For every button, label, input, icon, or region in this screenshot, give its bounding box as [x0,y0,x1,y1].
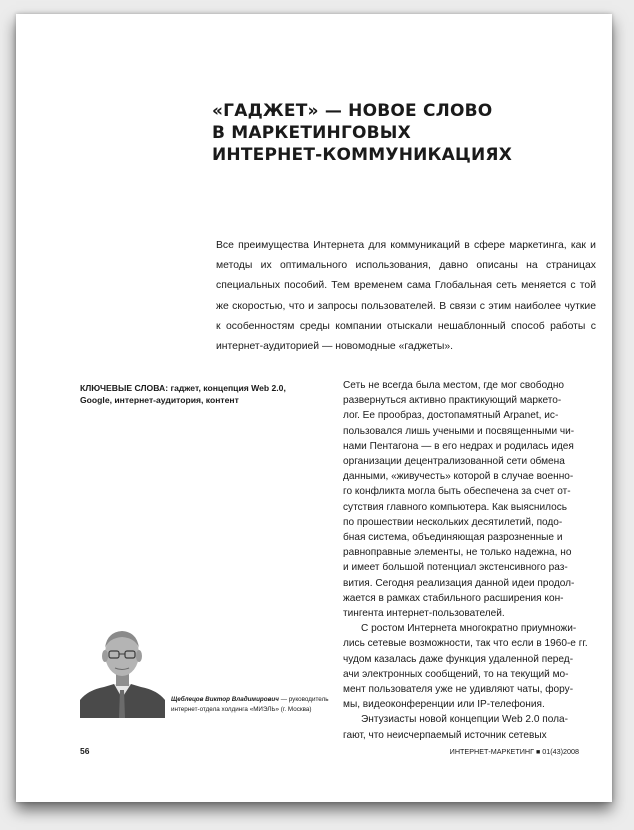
body-line: данными, «живучесть» которой в случае военно- [343,471,574,483]
journal-footer [450,747,579,756]
article-body [343,378,599,743]
body-line: чудом казалась даже функция удаленной перед- [343,653,574,665]
body-line: равноправные элементы, не только надежна, но [343,547,572,559]
title-line: В МАРКЕТИНГОВЫХ [212,123,411,143]
body-line: и имеет большой потенциал экстенсивного раз- [343,562,568,574]
body-line: организации децентрализованной сети обмена [343,456,565,468]
keywords [80,382,312,406]
author-role: — руководитель интернет-отдела холдинга «МИЭЛЬ» (г. Москва) [171,696,329,713]
page-number: 56 [80,746,90,756]
body-line: пользовался лишь учеными и посвященными чи- [343,425,575,437]
keywords-text: гаджет, концепция Web 2.0, Google, интернет-аудитория, контент [80,383,286,405]
body-line: лог. Ее прообраз, достопамятный Arpanet, ис- [343,410,559,422]
body-line: Энтузиасты новой концепции Web 2.0 пола- [361,714,568,726]
body-line: жается в рамках стабильного расширения кон- [343,592,564,604]
title-line: «ГАДЖЕТ» — НОВОЕ СЛОВО [212,101,493,121]
body-line: по прошествии нескольких десятилетий, подо- [343,516,563,528]
body-line: го конфликта могла быть обеспечена за счет от- [343,486,571,498]
body-line: мент пользователя уже не удивляют чаты, фору- [343,684,574,696]
body-line: сутствия главного компьютера. Как выяснилось [343,501,568,513]
body-line: гают, что неисчерпаемый источник сетевых [343,729,547,741]
author-caption [171,695,331,715]
body-line: развернуться активно практикующий маркето- [343,395,562,407]
keywords-label: КЛЮЧЕВЫЕ СЛОВА: [80,383,169,393]
author-name: Щеблецов Виктор Владимирович [171,696,279,703]
body-line: мы, видеоконференции или IP-телефония. [343,699,545,711]
title-line: ИНТЕРНЕТ-КОММУНИКАЦИЯХ [212,145,513,165]
square-marker-icon: ■ [535,749,541,756]
body-line: Сеть не всегда была местом, где мог свободно [343,380,565,391]
body-line: нами Пентагона — в его недрах и родилась идея [343,440,574,452]
article-title [212,100,532,166]
journal-issue: 01(43)2008 [542,747,579,756]
body-line: вития. Сегодня реализация данной идеи продол- [343,577,575,589]
lead-paragraph: Все преимущества Интернета для коммуникаций в сфере маркетинга, как и методы их оптимального использования, давно описаны на страницах специальных пособий. Тем временем сама Глобальная сеть меняется с той же скоростью, что и запросы пользователей. В связи с этим наиболее чуткие к особенностям среды компании отыскали нешаблонный способ работы с интернет-аудиторией — новомодные «гаджеты». [216,240,596,353]
body-line: лись сетевые возможности, так что если в 1960-е гг. [343,638,588,650]
author-photo [80,620,165,718]
journal-name: ИНТЕРНЕТ-МАРКЕТИНГ [449,747,534,756]
body-line: С ростом Интернета многократно приумножи- [361,623,577,635]
body-line: бная система, объединяющая разрозненные и [343,532,563,544]
body-line: тингента интернет-пользователей. [343,608,505,620]
journal-page [16,14,612,802]
body-line: ачи электронных сообщений, то на текущий мо- [343,668,569,680]
